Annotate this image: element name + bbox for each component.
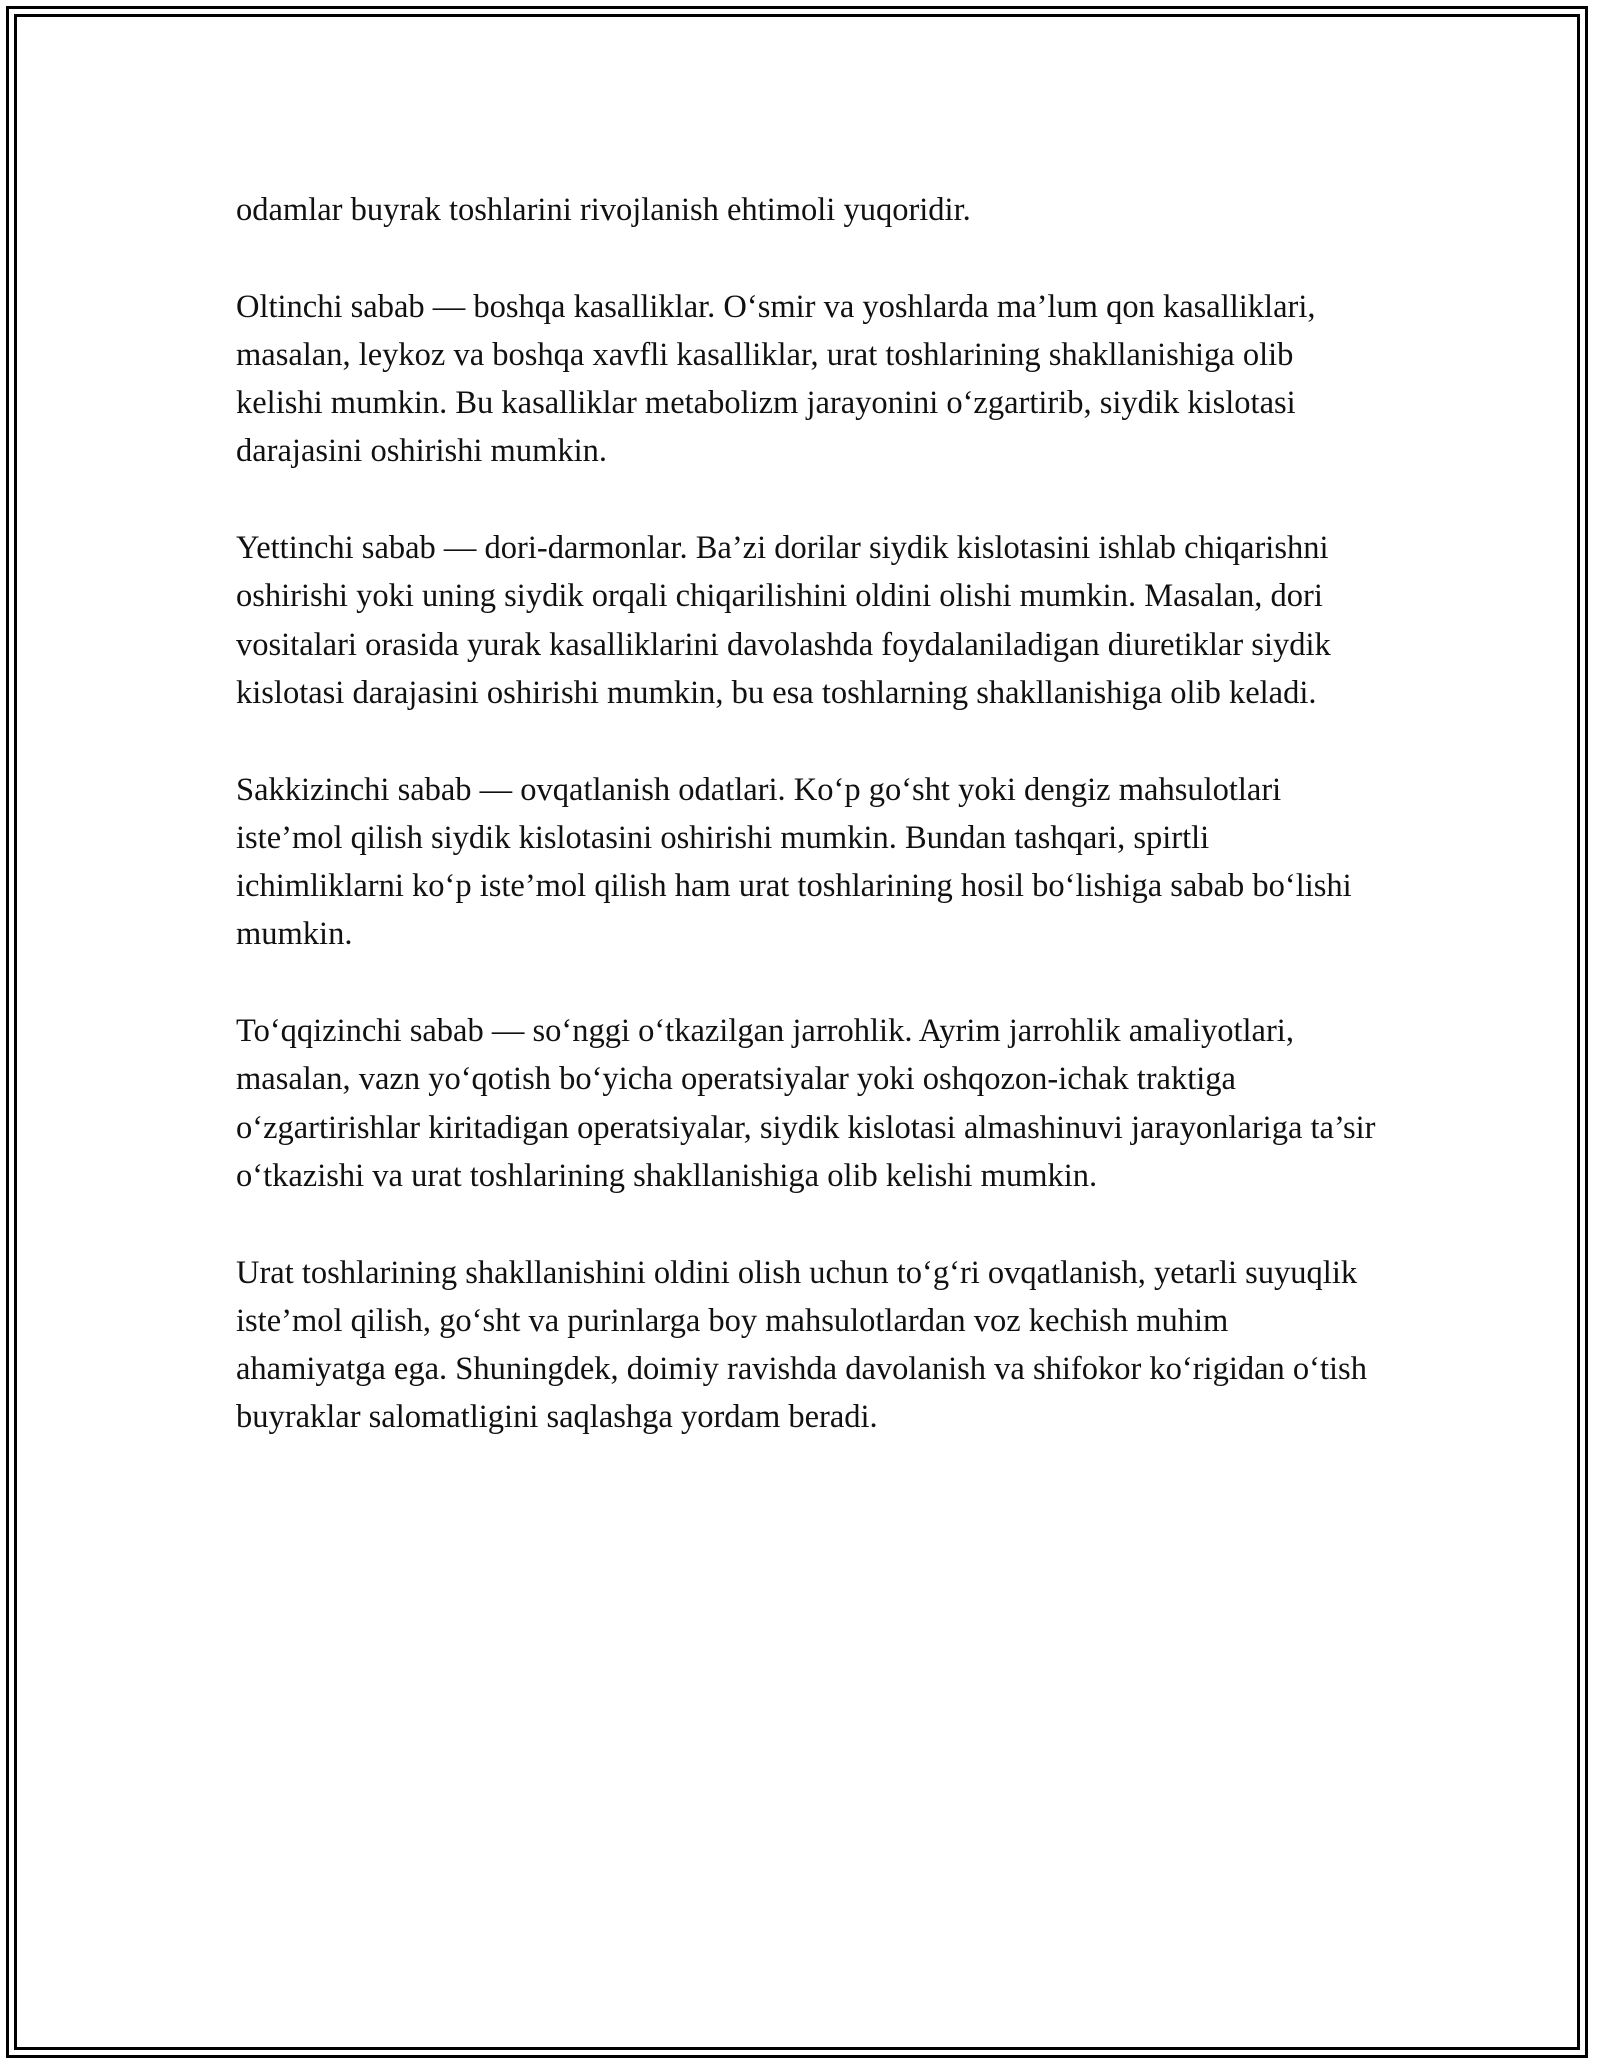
paragraph-ninth-cause: To‘qqizinchi sabab — so‘nggi o‘tkazilgan jarrohlik. Ayrim jarrohlik amaliyotlari, masalan, vazn yo‘qotish bo‘yicha operatsiyalar yoki oshqozon-ichak traktiga o‘zgartirishlar kiritadigan operatsiyalar, siydik kislotasi almashinuvi jarayonlariga ta’sir o‘tkazishi va urat toshlarining shakllanishiga olib kelishi mumkin. — [236, 1013, 1376, 1194]
paragraph-continuation: odamlar buyrak toshlarini rivojlanish ehtimoli yuqoridir. — [236, 192, 971, 228]
paragraph-seventh-cause: Yettinchi sabab — dori-darmonlar. Ba’zi dorilar siydik kislotasini ishlab chiqarishni oshirishi yoki uning siydik orqali chiqarilishini oldini olishi mumkin. Masalan, dori vositalari orasida yurak kasalliklarini davolashda foydalaniladigan diuretiklar siydik kislotasi darajasini oshirishi mumkin, bu esa toshlarning shakllanishiga olib keladi. — [236, 530, 1331, 711]
paragraph-sixth-cause: Oltinchi sabab — boshqa kasalliklar. O‘smir va yoshlarda ma’lum qon kasalliklari, masalan, leykoz va boshqa xavfli kasalliklar, urat toshlarining shakllanishiga olib kelishi mumkin. Bu kasalliklar metabolizm jarayonini o‘zgartirib, siydik kislotasi darajasini oshirishi mumkin. — [236, 288, 1316, 470]
paragraph-prevention: Urat toshlarining shakllanishini oldini olish uchun to‘g‘ri ovqatlanish, yetarli suyuqlik iste’mol qilish, go‘sht va purinlarga boy mahsulotlardan voz kechish muhim ahamiyatga ega. Shuningdek, doimiy ravishda davolanish va shifokor ko‘rigidan o‘tish buyraklar salomatligini saqlashga yordam beradi. — [236, 1254, 1367, 1436]
paragraph-eighth-cause: Sakkizinchi sabab — ovqatlanish odatlari. Ko‘p go‘sht yoki dengiz mahsulotlari iste’mol qilish siydik kislotasini oshirishi mumkin. Bundan tashqari, spirtli ichimliklarni ko‘p iste’mol qilish ham urat toshlarining hosil bo‘lishiga sabab bo‘lishi mumkin. — [236, 771, 1352, 953]
document-body — [236, 186, 1376, 1490]
